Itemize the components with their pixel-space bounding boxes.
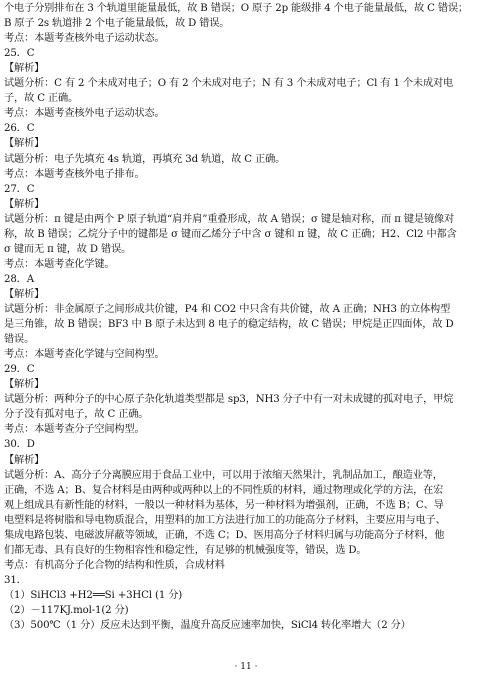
text-line: 称，故 B 错误；乙烷分子中的键都是 σ 键而乙烯分子中含 σ 键和 π 键，故 C 正确；H2、Cl2 中都含 — [4, 228, 457, 240]
text-line: 【解析】 — [4, 288, 45, 300]
text-line: 考点：本题考查分子空间构型。 — [4, 424, 145, 436]
text-line: 试题分析：两种分子的中心原子杂化轨道类型都是 sp3，NH3 分子中有一对未成键的孤对电子，甲烷 — [4, 394, 454, 406]
text-line: 们都无毒、具有良好的生物相容性和稳定性，有足够的机械强度等，错误，选 D。 — [4, 544, 367, 556]
text-line: 考点：有机高分子化合物的结构和性质，合成材料 — [4, 559, 225, 571]
text-line: 【解析】 — [4, 454, 45, 466]
text-line: σ 键而无 π 键，故 D 错误。 — [4, 243, 132, 255]
text-line: 个电子分别排布在 3 个轨道里能量最低，故 B 错误；O 原子 2p 能级排 4 个电子能量最低，故 C 错误； — [4, 3, 468, 14]
text-line: （3）500℃（1 分）反应未达到平衡，温度升高反应速率加快，SiCl4 转化率增大（2 分） — [4, 620, 411, 632]
text-line: 子，故 C 正确。 — [4, 93, 79, 105]
text-line: 试题分析：C 有 2 个未成对电子；O 有 2 个未成对电子；N 有 3 个未成对电子；Cl 有 1 个未成对电 — [4, 78, 454, 90]
text-line: 【解析】 — [4, 198, 45, 210]
text-line: 考点：本题考查核外电子运动状态。 — [4, 108, 165, 120]
text-line: 考点：本题考查化学键与空间构型。 — [4, 349, 165, 361]
text-line: （1）SiHCl3 +H2══Si +3HCl (1 分) — [4, 589, 183, 601]
text-line: 集成电路包装、电磁波屏蔽等领域，正确，不选 C；D、医用高分子材料归属与功能高分子材料，他 — [4, 529, 445, 541]
text-line: 是三角锥，故 B 错误；BF3 中 B 原子未达到 8 电子的稳定结构，故 C 错误；甲烷是正四面体，故 D — [4, 319, 454, 331]
text-line: 正确，不选 A；B、复合材料是由两种或两种以上的不同性质的材料，通过物理或化学的方法，在宏 — [4, 484, 444, 496]
text-line: 试题分析：A、高分子分离膜应用于食品工业中，可以用于浓缩天然果汁，乳制品加工，酿造业等， — [4, 469, 443, 481]
text-line: 25．C — [4, 48, 35, 60]
text-line: （2）－117KJ.mol-1(2 分) — [4, 605, 129, 616]
text-line: 错误。 — [4, 334, 35, 346]
text-line: 观上组成具有新性能的材料，一般以一种材料为基体，另一种材料为增强剂，正确，不选 B；C、导 — [4, 499, 444, 511]
text-line: 分子没有孤对电子，故 C 正确。 — [4, 409, 149, 421]
text-line: 26．C — [4, 123, 35, 135]
text-line: 30．D — [4, 439, 35, 451]
text-line: 【解析】 — [4, 379, 45, 391]
text-line: 【解析】 — [4, 138, 45, 150]
text-line: 考点：本题考查核外电子排布。 — [4, 168, 145, 180]
text-line: 电塑料是将树脂和导电物质混合，用塑料的加工方法进行加工的功能高分子材料，主要应用与电子、 — [4, 514, 446, 526]
page-number: · 11 · — [234, 662, 258, 672]
text-line: B 原子 2s 轨道排 2 个电子能量最低，故 D 错误。 — [4, 18, 230, 30]
text-line: 试题分析：非金属原子之间形成共价键，P4 和 CO2 中只含有共价键，故 A 正确；NH3 的立体构型 — [4, 304, 451, 315]
text-line: 29．C — [4, 364, 35, 376]
text-line: 考点：本题考查核外电子运动状态。 — [4, 33, 165, 45]
text-line: 【解析】 — [4, 63, 45, 75]
text-line: 31． — [4, 574, 27, 586]
text-line: 试题分析：电子先填充 4s 轨道，再填充 3d 轨道，故 C 正确。 — [4, 153, 286, 165]
text-line: 27．C — [4, 183, 35, 195]
text-line: 28．A — [4, 273, 34, 285]
text-line: 试题分析：π 键是由两个 P 原子轨道“肩并肩”重叠形成，故 A 错误；σ 键是轴对称，而 π 键是镜像对 — [4, 213, 455, 225]
text-line: 考点：本题考查化学键。 — [4, 258, 115, 270]
